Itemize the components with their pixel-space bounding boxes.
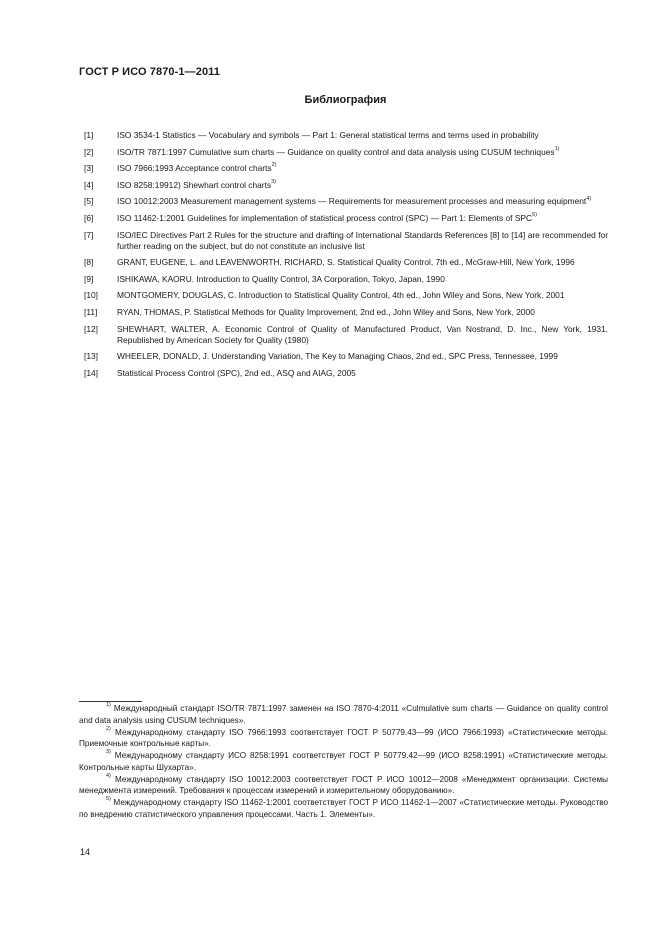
footnote-mark: 5)	[532, 212, 537, 219]
reference-item	[84, 368, 608, 379]
footnote	[79, 727, 608, 750]
footnote	[79, 750, 608, 773]
reference-text: ISO 8258:19912) Shewhart control charts$^{3)}$	[117, 178, 276, 190]
footnote	[79, 774, 608, 797]
reference-item	[84, 147, 608, 158]
reference-text: ISO 10012:2003 Measurement management systems — Requirements for measurement processes and measuring equipment$^{4)}$	[117, 195, 592, 207]
reference-number: [12]	[84, 323, 98, 334]
reference-text: WHEELER, DONALD, J. Understanding Variation, The Key to Managing Chaos, 2nd ed., SPC Press, Tennessee, 1999	[117, 351, 558, 362]
footnote-mark: 2)	[106, 725, 111, 732]
footnote-mark: 5)	[106, 796, 111, 803]
footnote-mark: 1)	[106, 702, 111, 709]
reference-item	[84, 163, 608, 174]
reference-number: [5]	[84, 196, 94, 207]
reference-text: Statistical Process Control (SPC), 2nd ed., ASQ and AIAG, 2005	[117, 367, 356, 378]
reference-text: SHEWHART, WALTER, A. Economic Control of Quality of Manufactured Product, Van Nostrand, D. Inc., New York, 1931. Republished by American Society for Quality (1980)	[117, 323, 608, 345]
reference-item	[84, 130, 608, 141]
reference-text: RYAN, THOMAS, P. Statistical Methods for Quality Improvement, 2nd ed., John Wiley and Sons, New York, 2000	[117, 306, 535, 317]
footnote-mark: 3)	[271, 178, 276, 185]
reference-number: [13]	[84, 351, 98, 362]
footnote-mark: 1)	[554, 145, 560, 152]
reference-item	[84, 257, 608, 268]
reference-text: ISO 3534-1 Statistics — Vocabulary and symbols — Part 1: General statistical terms and terms used in probability	[117, 130, 539, 140]
document-header: ГОСТ Р ИСО 7870-1—2011	[79, 66, 220, 78]
footnote	[79, 797, 608, 820]
footnote-mark: 4)	[106, 772, 111, 779]
reference-item	[84, 274, 608, 285]
reference-number: [7]	[84, 229, 94, 240]
reference-number: [6]	[84, 212, 94, 223]
reference-item	[84, 307, 608, 318]
reference-text: ISO/IEC Directives Part 2 Rules for the structure and drafting of International Standards References [8] to [14] are recommended for further reading on the subject, but do not constitute an inclusive list	[117, 229, 608, 251]
reference-number: [4]	[84, 179, 94, 190]
reference-item	[84, 324, 608, 346]
reference-item	[84, 230, 608, 252]
footnotes	[79, 703, 608, 821]
reference-text: ISO/TR 7871:1997 Cumulative sum charts — Guidance on quality control and data analysis using CUSUM techniques$^{1)}$	[117, 145, 560, 157]
footnote-mark: 2)	[271, 162, 277, 169]
reference-text: MONTGOMERY, DOUGLAS, C. Introduction to Statistical Quality Control, 4th ed., John Wiley and Sons, New York, 2001	[117, 290, 565, 301]
footnote-text: Международному стандарту ISO 10012:2003 соответствует ГОСТ Р ИСО 10012—2008 «Менеджмент организации. Системы менеджмента измерений. Требования к процессам измерений и измерительному оборудованию».	[79, 774, 608, 795]
reference-number: [2]	[84, 146, 94, 157]
reference-item	[84, 196, 608, 207]
reference-text: ISO 11462-1:2001 Guidelines for implementation of statistical process control (SPC) — Part 1: Elements of SPC$^{5)}$	[117, 212, 537, 223]
reference-item	[84, 351, 608, 362]
reference-number: [11]	[84, 306, 98, 317]
footnote-text: Международному стандарту ISO 11462-1:2001 соответствует ГОСТ Р ИСО 11462-1—2007 «Статистические методы. Руководство по внедрению статистического управления процессами. Часть 1. Элементы».	[79, 798, 608, 819]
reference-text: GRANT, EUGENE, L. and LEAVENWORTH, RICHARD, S. Statistical Quality Control, 7th ed., McGraw-Hill, New York, 1996	[117, 257, 575, 268]
reference-number: [1]	[84, 130, 94, 140]
footnote-mark: 4)	[586, 195, 592, 202]
footnote-text: Международному стандарту ISO 7966:1993 соответствует ГОСТ Р 50779.43—99 (ИСО 7966:1993) «Статистические методы. Приемочные контрольные карты».	[79, 727, 609, 748]
reference-item	[84, 180, 608, 191]
reference-number: [9]	[84, 273, 94, 284]
page-number: 14	[80, 847, 91, 857]
reference-item	[84, 290, 608, 301]
reference-number: [14]	[84, 367, 98, 378]
footnote-text: Международному стандарту ИСО 8258:1991 соответствует ГОСТ Р 50779.42—99 (ИСО 8258:1991) «Статистические методы. Контрольные карты Шухарта».	[79, 751, 608, 772]
reference-number: [8]	[84, 257, 94, 268]
bibliography-list	[84, 130, 608, 384]
footnote-mark: 3)	[106, 749, 111, 756]
reference-number: [3]	[84, 163, 94, 174]
footnote	[79, 703, 608, 726]
page-title: Библиография	[304, 94, 387, 106]
reference-number: [10]	[84, 290, 98, 301]
reference-text: ISHIKAWA, KAORU. Introduction to Quality Control, 3A Corporation, Tokyo, Japan, 1990	[117, 273, 445, 284]
reference-item	[84, 213, 608, 224]
reference-text: ISO 7966:1993 Acceptance control charts$^{2)}$	[117, 162, 277, 174]
footnote-text: Международный стандарт ISO/TR 7871:1997 заменен на ISO 7870-4:2011 «Culmulative sum charts — Guidance on quality control and data analysis using CUSUM techniques».	[79, 704, 608, 725]
